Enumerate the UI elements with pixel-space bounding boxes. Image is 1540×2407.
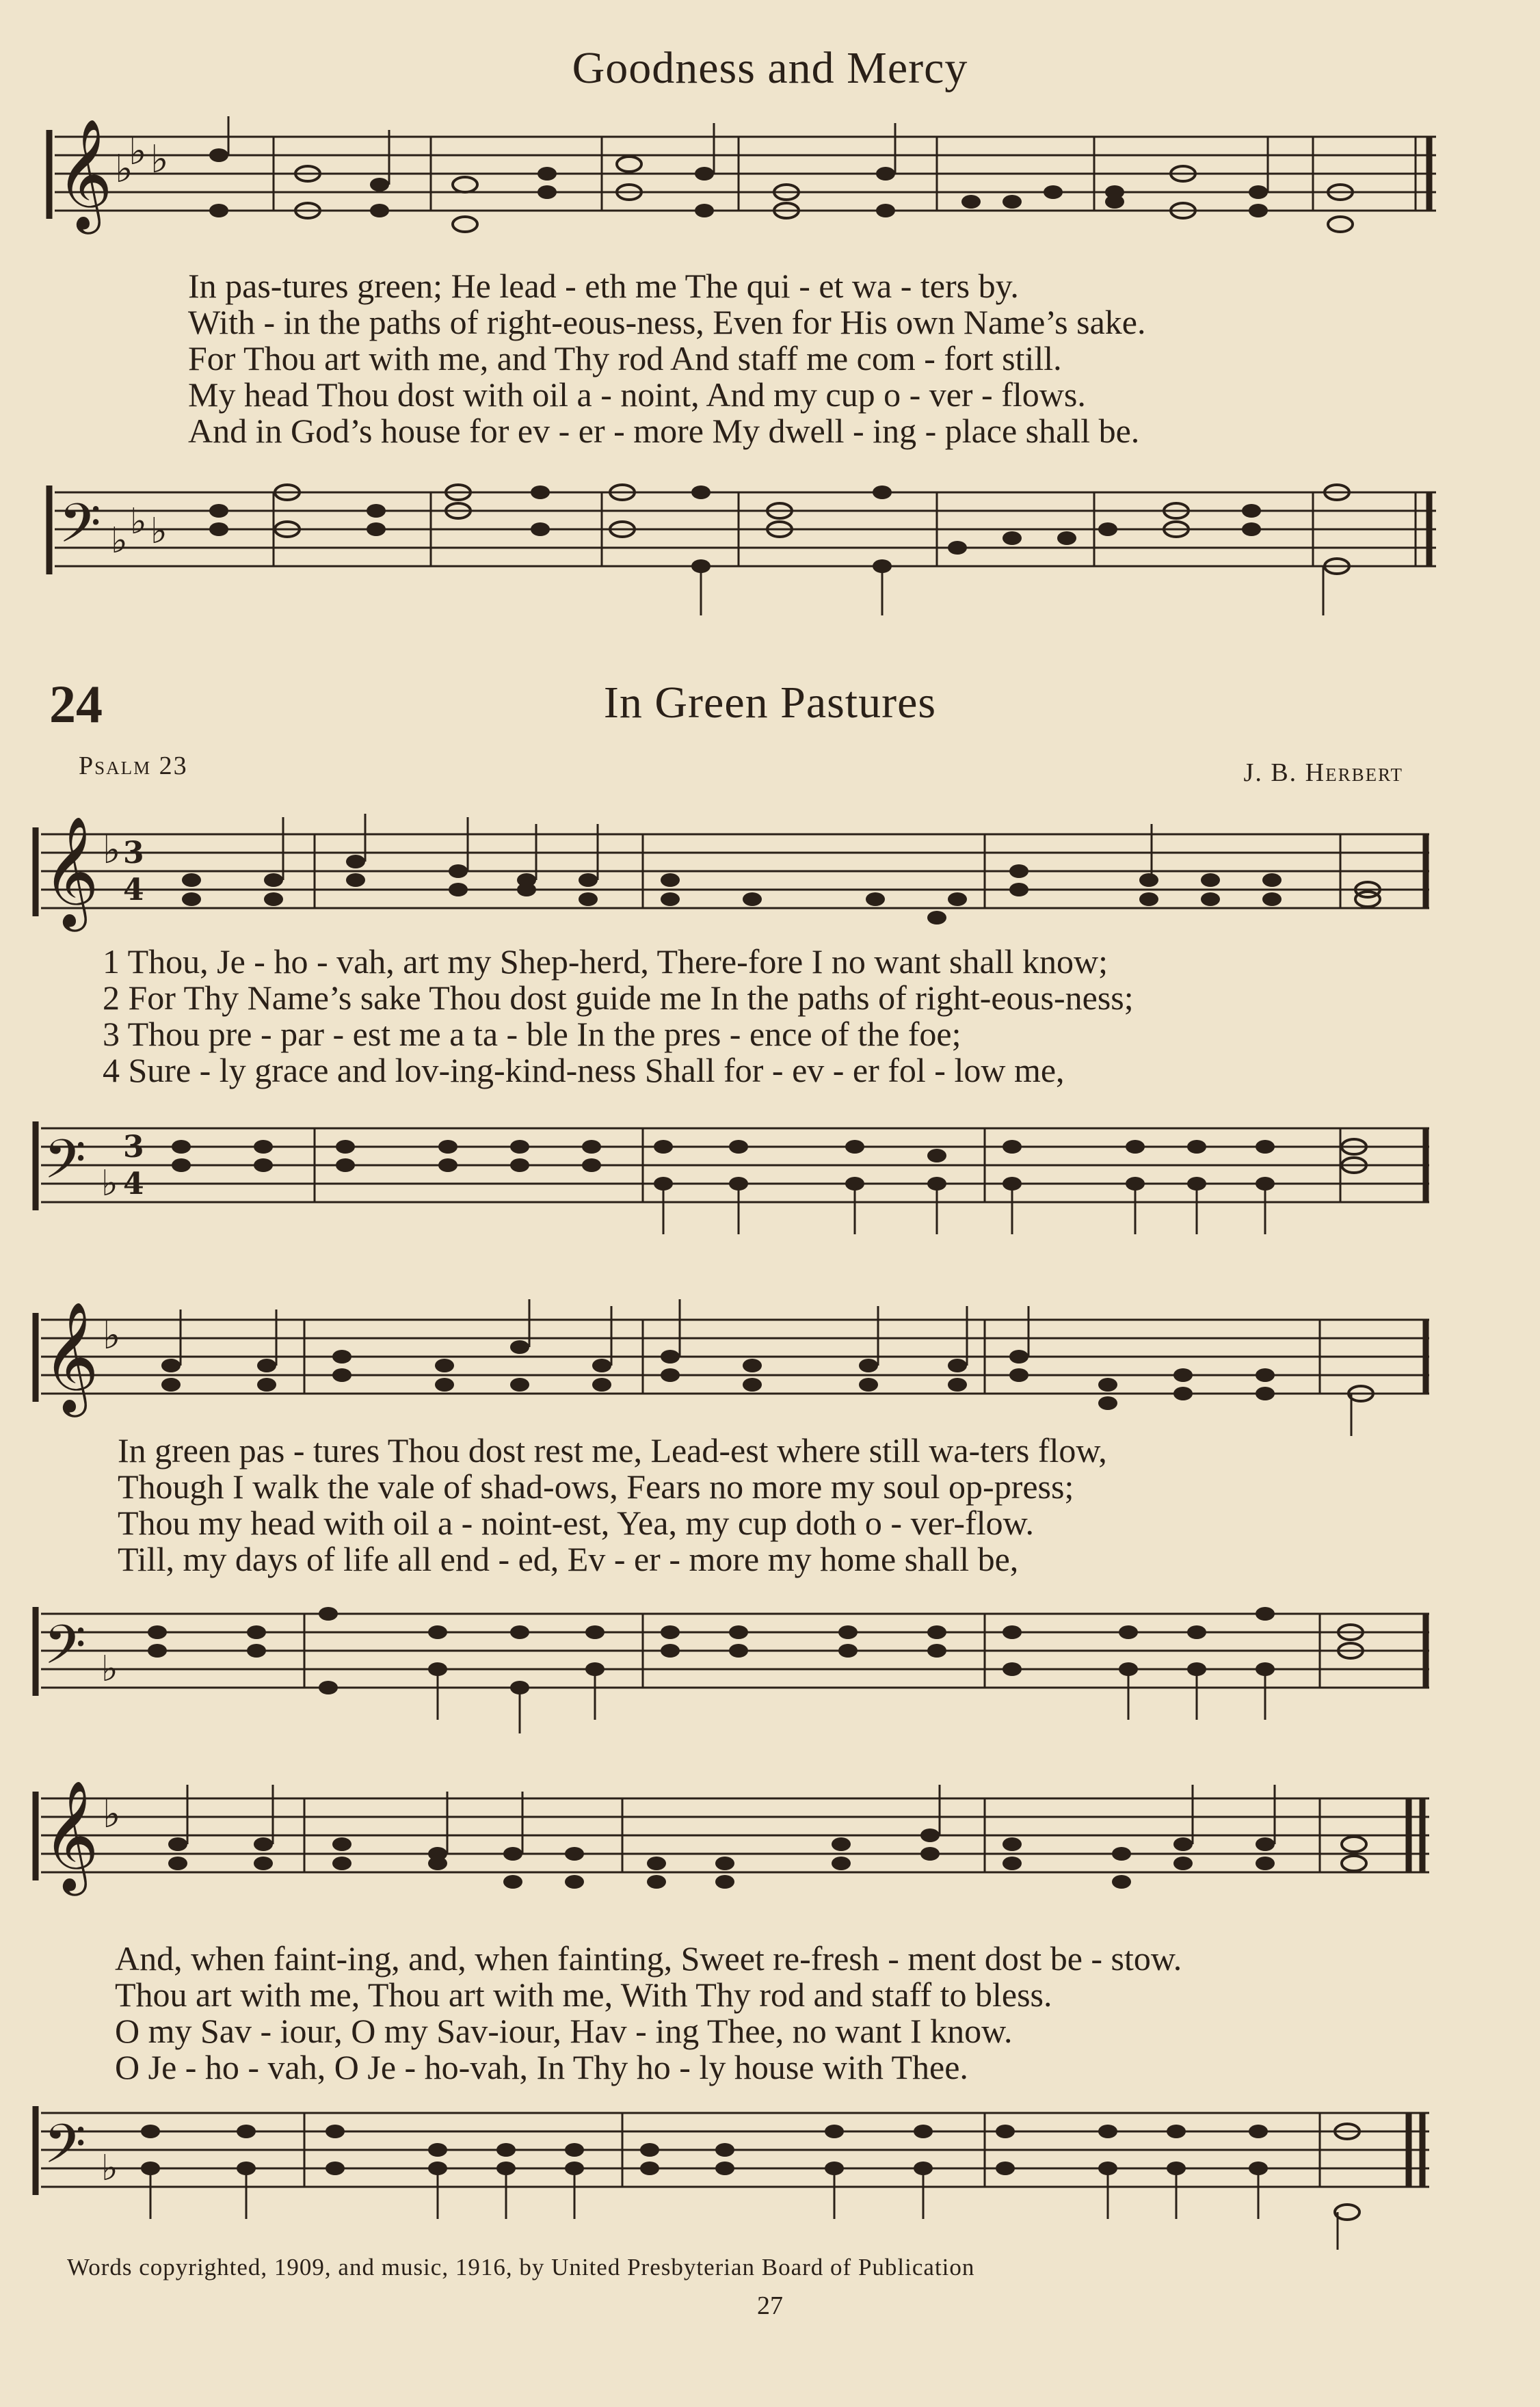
lyric-line: Thou art with me, Thou art with me, With Thy rod and staff to bless. <box>115 1976 1052 2014</box>
composer-credit: J. B. Herbert <box>1243 758 1403 787</box>
staff-top-bass <box>0 472 1540 622</box>
bass-clef-icon: 𝄢 <box>59 492 101 568</box>
staff-system1-bass <box>0 1108 1540 1258</box>
flat-icon: ♭ <box>103 1792 121 1837</box>
lyric-line: 4 Sure - ly grace and lov-ing-kind-ness Shall for - ev - er fol - low me, <box>103 1051 1065 1089</box>
lyric-line: In pas-tures green; He lead - eth me The qui - et wa - ters by. <box>188 267 1019 305</box>
hymn-number: 24 <box>49 674 103 734</box>
copyright-notice: Words copyrighted, 1909, and music, 1916, by United Presbyterian Board of Publication <box>67 2254 975 2280</box>
lyric-line: Thou my head with oil a - noint-est, Yea, my cup doth o - ver-flow. <box>118 1504 1034 1542</box>
scripture-source: Psalm 23 <box>79 752 188 780</box>
staff-system2-bass <box>0 1593 1540 1744</box>
bass-clef-icon: 𝄢 <box>44 1613 86 1690</box>
flat-icon: ♭ <box>130 501 147 542</box>
bass-clef-icon: 𝄢 <box>44 1128 86 1204</box>
flat-icon: ♭ <box>101 2148 118 2189</box>
lyric-line: Though I walk the vale of shad-ows, Fears no more my soul op-press; <box>118 1467 1074 1506</box>
hymn-title-goodness-and-mercy: Goodness and Mercy <box>572 43 968 93</box>
flat-icon: ♭ <box>103 1314 121 1358</box>
flat-icon: ♭ <box>101 1163 118 1204</box>
time-signature-bottom: 4 <box>123 873 144 907</box>
time-signature-top: 3 <box>123 1130 144 1165</box>
flat-icon: ♭ <box>111 520 128 561</box>
treble-clef-icon: 𝄞 <box>42 816 99 927</box>
flat-icon: ♭ <box>101 1649 118 1690</box>
staff-system1-treble <box>0 814 1540 950</box>
lyric-line: In green pas - tures Thou dost rest me, Lead-est where still wa-ters flow, <box>118 1431 1107 1470</box>
treble-clef-icon: 𝄞 <box>42 1780 99 1891</box>
lyric-line: 3 Thou pre - par - est me a ta - ble In the pres - ence of the foe; <box>103 1015 961 1053</box>
lyric-line: For Thou art with me, and Thy rod And staff me com - fort still. <box>188 339 1062 377</box>
lyric-line: And, when faint-ing, and, when fainting, Sweet re-fresh - ment dost be - stow. <box>115 1939 1182 1978</box>
flat-icon: ♭ <box>150 511 168 552</box>
lyric-line: 2 For Thy Name’s sake Thou dost guide me In the paths of right-eous-ness; <box>103 979 1134 1017</box>
staff-system2-treble <box>0 1299 1540 1436</box>
hymn-title-in-green-pastures: In Green Pastures <box>603 678 937 728</box>
treble-clef-icon: 𝄞 <box>56 118 113 230</box>
lyric-line: O my Sav - iour, O my Sav-iour, Hav - ing Thee, no want I know. <box>115 2012 1013 2050</box>
staff-lines <box>55 137 1436 211</box>
flat-icon: ♭ <box>115 147 133 191</box>
flat-icon: ♭ <box>150 137 169 182</box>
lyric-line: O Je - ho - vah, O Je - ho-vah, In Thy ho - ly house with Thee. <box>115 2048 968 2086</box>
page-number: 27 <box>757 2291 783 2320</box>
lyric-line: 1 Thou, Je - ho - vah, art my Shep-herd, There-fore I no want shall know; <box>103 942 1108 981</box>
flat-icon: ♭ <box>129 129 147 174</box>
treble-clef-icon: 𝄞 <box>42 1301 99 1413</box>
lyric-line: Till, my days of life all end - ed, Ev - er - more my home shall be, <box>118 1540 1019 1578</box>
lyric-line: My head Thou dost with oil a - noint, And my cup o - ver - flows. <box>188 375 1086 414</box>
time-signature-top: 3 <box>123 836 144 870</box>
time-signature-bottom: 4 <box>123 1167 144 1201</box>
staff-system3-bass <box>0 2092 1540 2243</box>
staff-system3-treble <box>0 1778 1540 1915</box>
staff-top-treble <box>0 116 1540 267</box>
lyric-line: With - in the paths of right-eous-ness, Even for His own Name’s sake. <box>188 303 1146 341</box>
flat-icon: ♭ <box>103 828 121 873</box>
bass-clef-icon: 𝄢 <box>44 2112 86 2189</box>
lyric-line: And in God’s house for ev - er - more My dwell - ing - place shall be. <box>188 412 1140 450</box>
